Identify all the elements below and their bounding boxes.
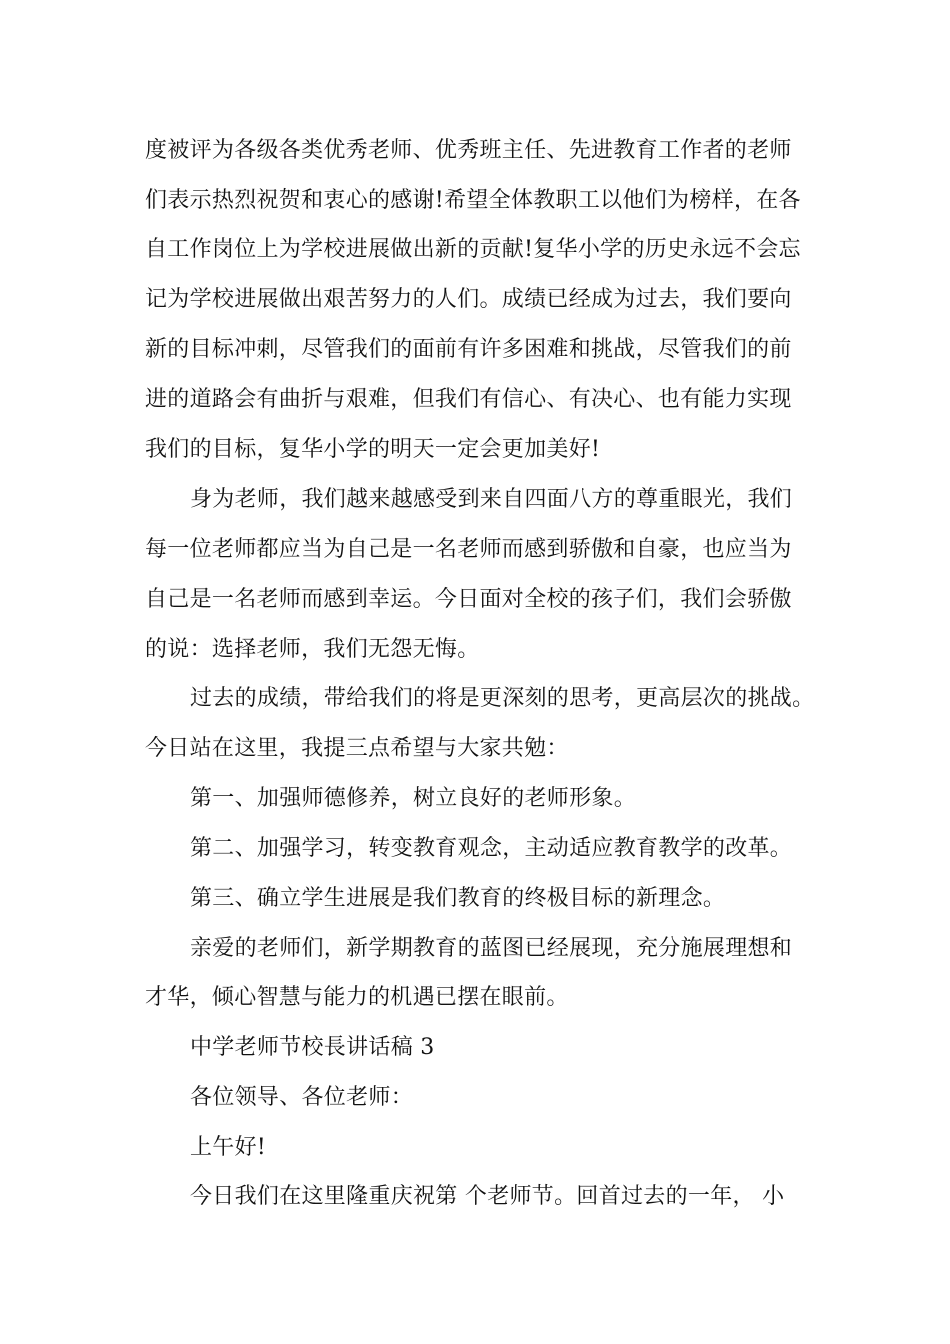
text-line: 度被评为各级各类优秀老师、优秀班主任、先进教育工作者的老师	[145, 138, 792, 163]
paragraph-first-line: 过去的成绩，带给我们的将是更深刻的思考，更高层次的挑战。	[190, 686, 815, 711]
text-line: 才华，倾心智慧与能力的机遇已摆在眼前。	[145, 985, 569, 1010]
text-line: 们表示热烈祝贺和衷心的感谢!希望全体教职工以他们为榜样，在各	[145, 188, 801, 213]
text-line: 的说：选择老师，我们无怨无悔。	[145, 637, 480, 662]
list-item-1: 第一、加强师德修养，树立良好的老师形象。	[190, 786, 637, 811]
text-line: 自工作岗位上为学校进展做出新的贡献!复华小学的历史永远不会忘	[145, 237, 801, 262]
text-line: 自己是一名老师而感到幸运。今日面对全校的孩子们，我们会骄傲	[145, 587, 792, 612]
text-line: 记为学校进展做出艰苦努力的人们。成绩已经成为过去，我们要向	[145, 287, 792, 312]
text-line: 新的目标冲刺，尽管我们的面前有许多困难和挑战，尽管我们的前	[145, 337, 792, 362]
greeting: 上午好!	[190, 1135, 267, 1160]
paragraph-first-line: 今日我们在这里隆重庆祝第 个老师节。回首过去的一年， 小	[190, 1184, 785, 1209]
text-line: 每一位老师都应当为自己是一名老师而感到骄傲和自豪，也应当为	[145, 537, 792, 562]
text-line: 今日站在这里，我提三点希望与大家共勉：	[145, 736, 569, 761]
list-item-3: 第三、确立学生进展是我们教育的终极目标的新理念。	[190, 886, 726, 911]
salutation: 各位领导、各位老师：	[190, 1085, 414, 1110]
text-line: 进的道路会有曲折与艰难，但我们有信心、有决心、也有能力实现	[145, 387, 792, 412]
paragraph-first-line: 身为老师，我们越来越感受到来自四面八方的尊重眼光，我们	[190, 487, 793, 512]
text-line: 我们的目标，复华小学的明天一定会更加美好!	[145, 437, 601, 462]
section-heading: 中学老师节校長讲话稿 3	[190, 1035, 435, 1060]
paragraph-first-line: 亲爱的老师们，新学期教育的蓝图已经展现，充分施展理想和	[190, 936, 793, 961]
list-item-2: 第二、加强学习，转变教育观念，主动适应教育教学的改革。	[190, 836, 793, 861]
